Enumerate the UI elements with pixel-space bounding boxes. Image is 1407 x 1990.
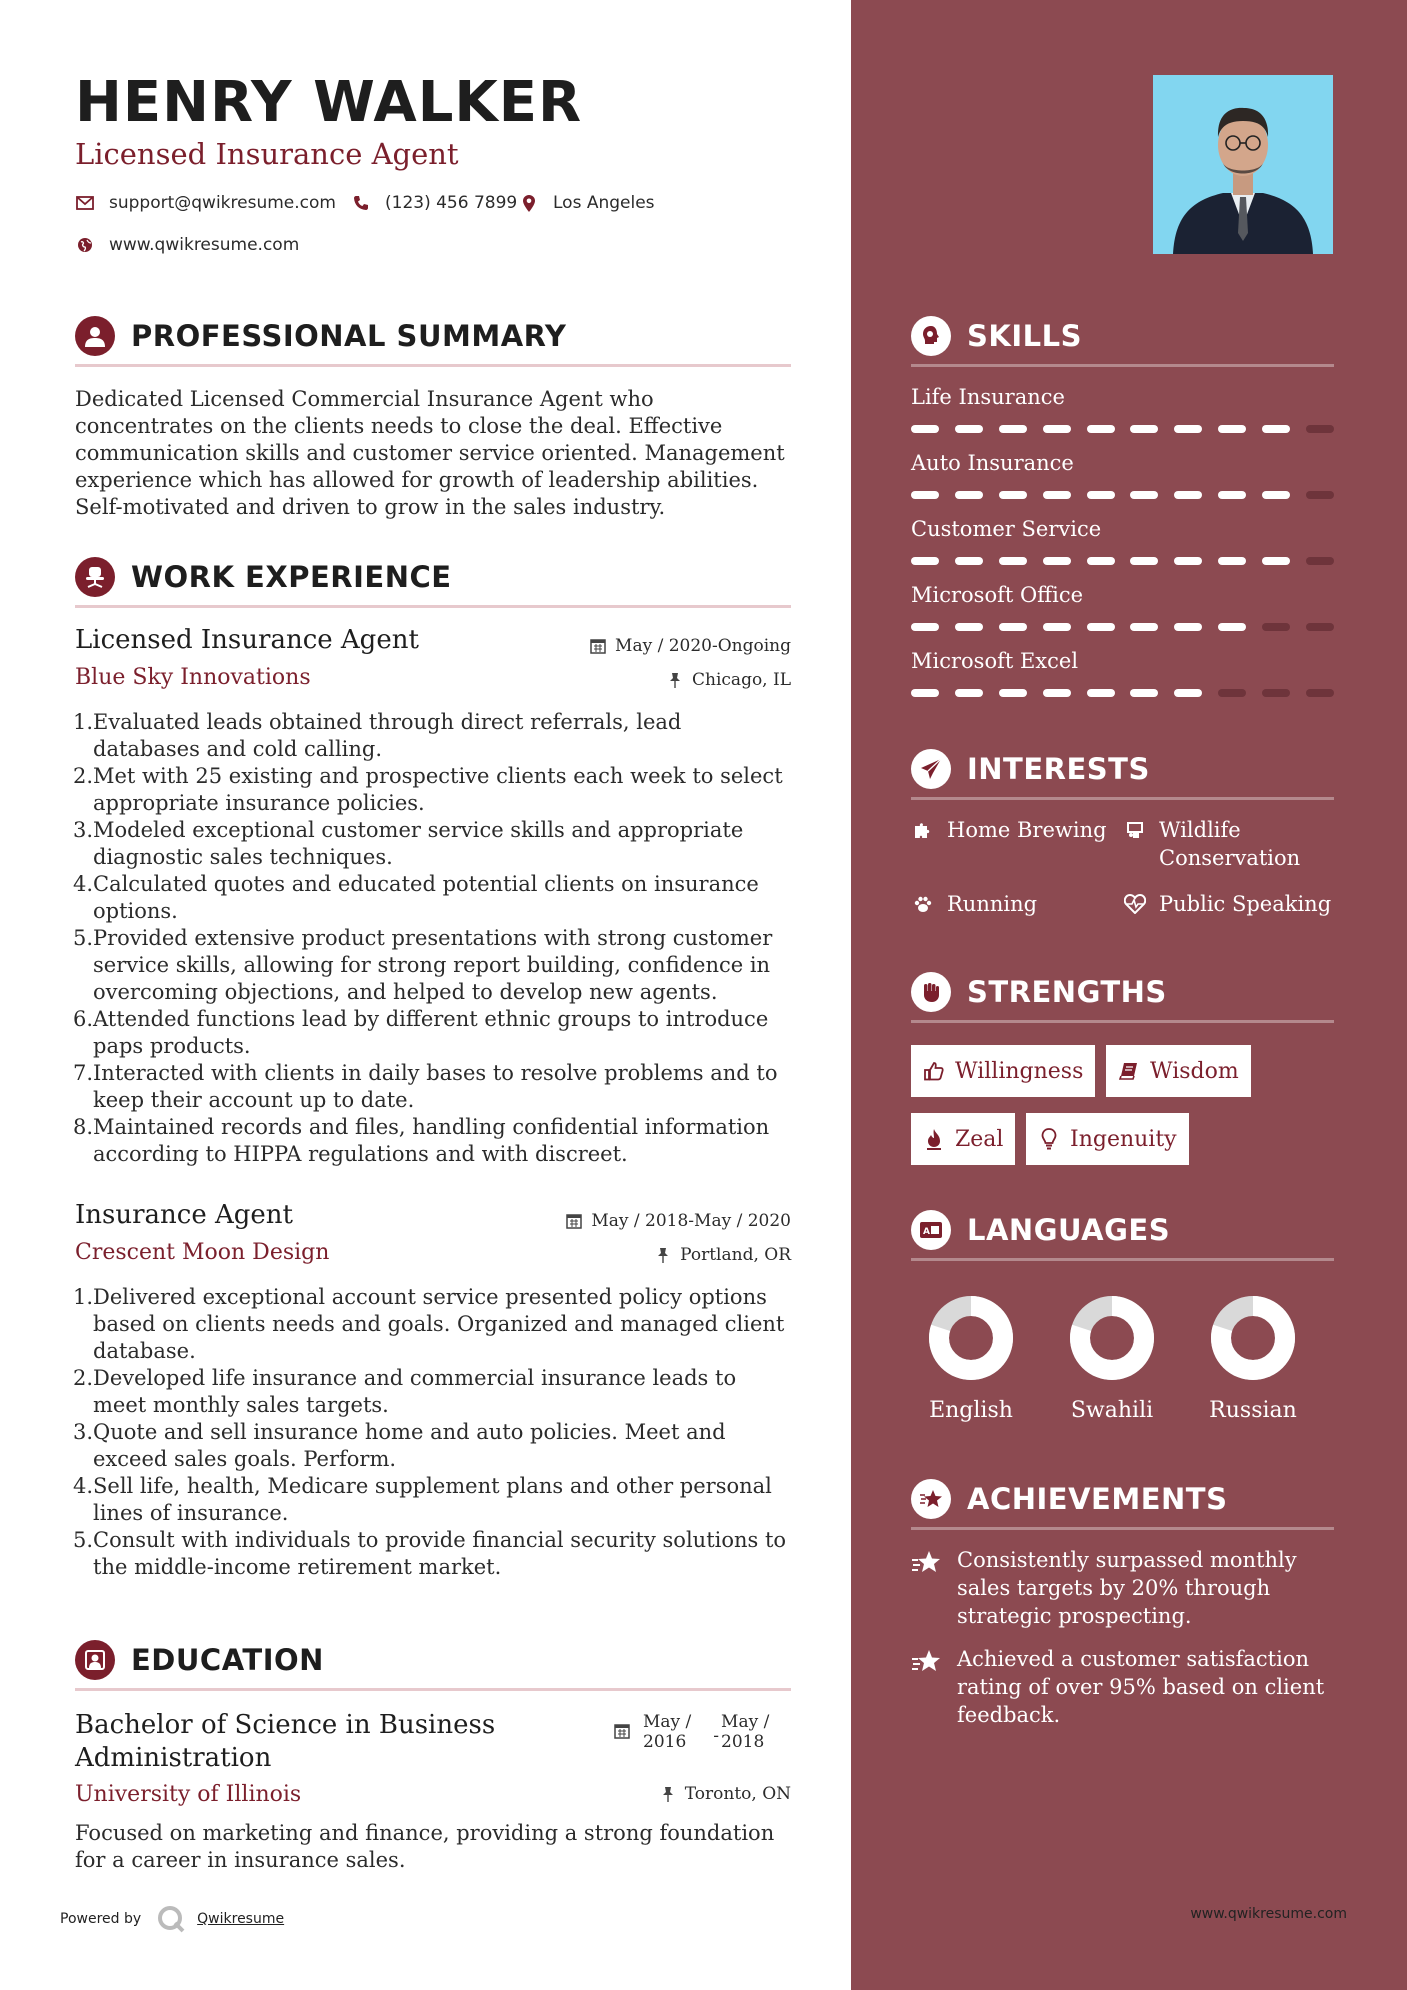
skill-segment	[999, 623, 1027, 631]
skill-segment	[1087, 623, 1115, 631]
strengths-title: STRENGTHS	[967, 975, 1167, 1009]
job-title: Insurance Agent	[75, 1200, 293, 1230]
puzzle-icon	[911, 818, 935, 842]
achievements-divider	[911, 1527, 1334, 1530]
skill-segment	[955, 491, 983, 499]
school-name: University of Illinois	[75, 1782, 302, 1807]
end-date: May / 2018	[721, 1712, 770, 1752]
strengths-heading	[911, 972, 1167, 1012]
location-text: Toronto, ON	[684, 1784, 791, 1804]
skill-segment	[1306, 557, 1334, 565]
strength-tag	[911, 1113, 1015, 1165]
svg-text:A: A	[923, 1227, 930, 1237]
interest-item	[911, 816, 1107, 844]
skill-segment	[1130, 425, 1158, 433]
job-dates	[589, 636, 791, 656]
job-2-duties	[75, 1284, 791, 1581]
degree-line-2: Administration	[75, 1743, 272, 1773]
book-icon	[1118, 1060, 1140, 1082]
job-dates	[565, 1211, 791, 1231]
interests-divider	[911, 797, 1334, 800]
skill-segment	[1262, 491, 1290, 499]
job-location	[654, 1245, 791, 1265]
paw-icon	[911, 892, 935, 916]
skill-segment	[1218, 689, 1246, 697]
language-ring	[1070, 1296, 1154, 1380]
skill-segment	[955, 623, 983, 631]
brand-link[interactable]: Qwikresume	[197, 1911, 285, 1927]
skill-segment	[1130, 491, 1158, 499]
candidate-name: HENRY WALKER	[75, 70, 583, 135]
star-icon	[911, 1647, 941, 1677]
pin-icon	[666, 671, 684, 689]
skill-segment	[955, 557, 983, 565]
education-text: Focused on marketing and finance, providing a strong foundation for a career in insurance sales.	[75, 1821, 775, 1872]
globe-icon	[75, 235, 95, 255]
list-item: 3. Quote and sell insurance home and auto policies. Meet and exceed sales goals. Perform.	[73, 1420, 726, 1471]
company-name: Blue Sky Innovations	[75, 665, 311, 690]
language-icon	[911, 1210, 951, 1250]
skill-segment	[1218, 623, 1246, 631]
summary-heading	[75, 316, 566, 356]
strength-label: Ingenuity	[1070, 1126, 1177, 1152]
skill-segment	[1262, 425, 1290, 433]
degree-line-1: Bachelor of Science in Business	[75, 1710, 496, 1740]
skill-segment	[1262, 557, 1290, 565]
language-label: Swahili	[1070, 1398, 1154, 1423]
interests-title: INTERESTS	[967, 752, 1150, 786]
list-item: 4. Calculated quotes and educated potential clients on insurance options.	[73, 872, 759, 923]
achievement-text: Achieved a customer satisfaction rating of over 95% based on client feedback.	[957, 1647, 1325, 1727]
location-text: Los Angeles	[553, 193, 655, 213]
skill-segment	[1130, 689, 1158, 697]
skill-segment	[911, 557, 939, 565]
map-marker-icon	[519, 193, 539, 213]
skill-label: Microsoft Excel	[911, 649, 1079, 673]
list-item: 6. Attended functions lead by different ethnic groups to introduce paps products.	[73, 1007, 769, 1058]
strength-label: Willingness	[955, 1058, 1084, 1084]
skill-segment	[1043, 689, 1071, 697]
skill-segment	[1262, 623, 1290, 631]
interest-label: Wildlife Conservation	[1159, 818, 1301, 870]
qwikresume-logo-icon	[157, 1905, 185, 1933]
lightbulb-head-icon	[911, 316, 951, 356]
degree-title	[75, 1709, 495, 1775]
list-item: 2. Developed life insurance and commercial insurance leads to meet monthly sales targets.	[73, 1366, 737, 1417]
powered-by	[60, 1905, 284, 1933]
dates-text: May / 2018-May / 2020	[591, 1211, 791, 1231]
education-title: EDUCATION	[131, 1643, 324, 1677]
contact-website[interactable]	[75, 235, 299, 255]
skill-segment	[1306, 491, 1334, 499]
candidate-role: Licensed Insurance Agent	[75, 137, 459, 171]
education-divider	[75, 1688, 791, 1691]
language-ring	[1211, 1296, 1295, 1380]
date-separator: -	[713, 1726, 720, 1746]
achievements-heading	[911, 1479, 1227, 1519]
contact-location	[519, 193, 655, 213]
interest-label: Public Speaking	[1159, 892, 1332, 916]
skill-meter	[911, 491, 1334, 499]
experience-title: WORK EXPERIENCE	[131, 560, 452, 594]
dates-text: May / 2020-Ongoing	[615, 636, 791, 656]
achievement-item	[911, 1645, 1334, 1729]
pin-icon	[659, 1785, 677, 1803]
email-text: support@qwikresume.com	[109, 193, 336, 213]
languages-divider	[911, 1258, 1334, 1261]
job-location	[666, 670, 791, 690]
list-item: 3. Modeled exceptional customer service skills and appropriate diagnostic sales techniques.	[73, 818, 744, 869]
fire-icon	[923, 1128, 945, 1150]
skill-segment	[1262, 689, 1290, 697]
skill-segment	[1218, 491, 1246, 499]
skills-divider	[911, 364, 1334, 367]
experience-divider	[75, 605, 791, 608]
skill-segment	[955, 425, 983, 433]
skill-meter	[911, 689, 1334, 697]
skill-segment	[1087, 689, 1115, 697]
skill-segment	[1130, 557, 1158, 565]
skill-segment	[1174, 623, 1202, 631]
user-icon	[75, 316, 115, 356]
skill-segment	[1043, 425, 1071, 433]
calendar-icon	[565, 1212, 583, 1230]
skill-segment	[1306, 623, 1334, 631]
experience-heading	[75, 557, 452, 597]
skill-label: Customer Service	[911, 517, 1102, 541]
star-icon	[911, 1548, 941, 1578]
list-item: 1. Delivered exceptional account service presented policy options based on clients needs and goals. Organized and managed client database.	[73, 1285, 785, 1363]
calendar-icon	[613, 1722, 631, 1740]
skill-segment	[1174, 425, 1202, 433]
footer-site[interactable]: www.qwikresume.com	[1190, 1906, 1347, 1922]
summary-divider	[75, 364, 791, 367]
achievement-item	[911, 1546, 1334, 1630]
skill-segment	[911, 623, 939, 631]
fist-icon	[911, 972, 951, 1012]
skill-segment	[1174, 557, 1202, 565]
list-item: 2. Met with 25 existing and prospective clients each week to select appropriate insurance policies.	[73, 764, 783, 815]
skill-segment	[1087, 557, 1115, 565]
interest-label: Running	[947, 892, 1038, 916]
skill-segment	[999, 491, 1027, 499]
skill-segment	[1130, 623, 1158, 631]
star-badge-icon	[911, 1479, 951, 1519]
contact-email[interactable]	[75, 193, 336, 213]
paper-plane-icon	[911, 749, 951, 789]
office-chair-icon	[75, 557, 115, 597]
job-1-duties	[75, 709, 791, 1168]
skill-segment	[999, 557, 1027, 565]
list-item: 5. Provided extensive product presentations with strong customer service skills, allowing for strong report building, confidence in overcoming objections, and helped to develop new agents.	[73, 926, 773, 1004]
skill-segment	[1218, 425, 1246, 433]
education-dates	[613, 1712, 769, 1752]
skill-segment	[1306, 425, 1334, 433]
list-item: 8. Maintained records and files, handling confidential information according to HIPPA regulations and with discreet.	[73, 1115, 770, 1166]
website-text: www.qwikresume.com	[109, 235, 300, 255]
skill-segment	[1043, 491, 1071, 499]
envelope-icon	[75, 193, 95, 213]
skill-segment	[1306, 689, 1334, 697]
skill-segment	[911, 491, 939, 499]
interest-item	[1123, 890, 1331, 918]
interest-item	[1123, 816, 1300, 872]
skill-segment	[999, 425, 1027, 433]
pin-icon	[654, 1246, 672, 1264]
strength-tag	[1026, 1113, 1189, 1165]
contact-phone[interactable]	[351, 193, 517, 213]
list-item: 4. Sell life, health, Medicare supplement plans and other personal lines of insurance.	[73, 1474, 772, 1525]
skill-segment	[1087, 491, 1115, 499]
phone-text: (123) 456 7899	[385, 193, 518, 213]
skill-segment	[1087, 425, 1115, 433]
skill-label: Microsoft Office	[911, 583, 1084, 607]
list-item: 1. Evaluated leads obtained through direct referrals, lead databases and cold calling.	[73, 710, 682, 761]
skill-label: Life Insurance	[911, 385, 1065, 409]
interest-item	[911, 890, 1037, 918]
achievement-text: Consistently surpassed monthly sales targets by 20% through strategic prospecting.	[957, 1548, 1297, 1628]
skill-meter	[911, 623, 1334, 631]
skill-segment	[911, 425, 939, 433]
job-title: Licensed Insurance Agent	[75, 625, 419, 655]
skill-segment	[955, 689, 983, 697]
strength-label: Zeal	[955, 1126, 1004, 1152]
lightbulb-icon	[1038, 1128, 1060, 1150]
skill-segment	[911, 689, 939, 697]
location-text: Portland, OR	[680, 1245, 791, 1265]
company-name: Crescent Moon Design	[75, 1240, 330, 1265]
chalkboard-icon	[1123, 818, 1147, 842]
graduate-icon	[75, 1640, 115, 1680]
language-label: English	[929, 1398, 1013, 1423]
strength-tag	[911, 1045, 1095, 1097]
skill-meter	[911, 557, 1334, 565]
skill-segment	[1218, 557, 1246, 565]
phone-icon	[351, 193, 371, 213]
languages-title: LANGUAGES	[967, 1213, 1171, 1247]
heartbeat-icon	[1123, 892, 1147, 916]
calendar-icon	[589, 637, 607, 655]
profile-photo	[1153, 75, 1333, 254]
language-label: Russian	[1209, 1398, 1297, 1423]
skill-segment	[1043, 623, 1071, 631]
skill-segment	[1043, 557, 1071, 565]
thumbs-up-icon	[923, 1060, 945, 1082]
skill-segment	[1174, 689, 1202, 697]
start-date: May / 2016	[643, 1712, 692, 1752]
powered-by-text: Powered by	[60, 1911, 142, 1927]
interests-heading	[911, 749, 1150, 789]
education-heading	[75, 1640, 324, 1680]
list-item: 5. Consult with individuals to provide financial security solutions to the middle-income retirement market.	[73, 1528, 787, 1579]
achievements-title: ACHIEVEMENTS	[967, 1482, 1228, 1516]
skill-meter	[911, 425, 1334, 433]
sidebar	[851, 0, 1407, 1990]
languages-heading	[911, 1210, 1170, 1250]
skill-label: Auto Insurance	[911, 451, 1074, 475]
summary-text: Dedicated Licensed Commercial Insurance Agent who concentrates on the clients needs to close the deal. Effective communication skills and customer service oriented. Management experience which has allowed for growth of leadership abilities. Self-motivated and driven to grow in the sales industry.	[75, 387, 785, 519]
education-location	[659, 1784, 791, 1804]
interest-label: Home Brewing	[947, 818, 1107, 842]
list-item: 7. Interacted with clients in daily bases to resolve problems and to keep their account up to date.	[73, 1061, 778, 1112]
summary-title: PROFESSIONAL SUMMARY	[131, 319, 567, 353]
location-text: Chicago, IL	[692, 670, 791, 690]
language-ring	[929, 1296, 1013, 1380]
strength-tag	[1106, 1045, 1251, 1097]
skills-heading	[911, 316, 1082, 356]
strength-label: Wisdom	[1150, 1058, 1239, 1084]
skill-segment	[1174, 491, 1202, 499]
strengths-divider	[911, 1020, 1334, 1023]
skill-segment	[999, 689, 1027, 697]
skills-title: SKILLS	[967, 319, 1082, 353]
